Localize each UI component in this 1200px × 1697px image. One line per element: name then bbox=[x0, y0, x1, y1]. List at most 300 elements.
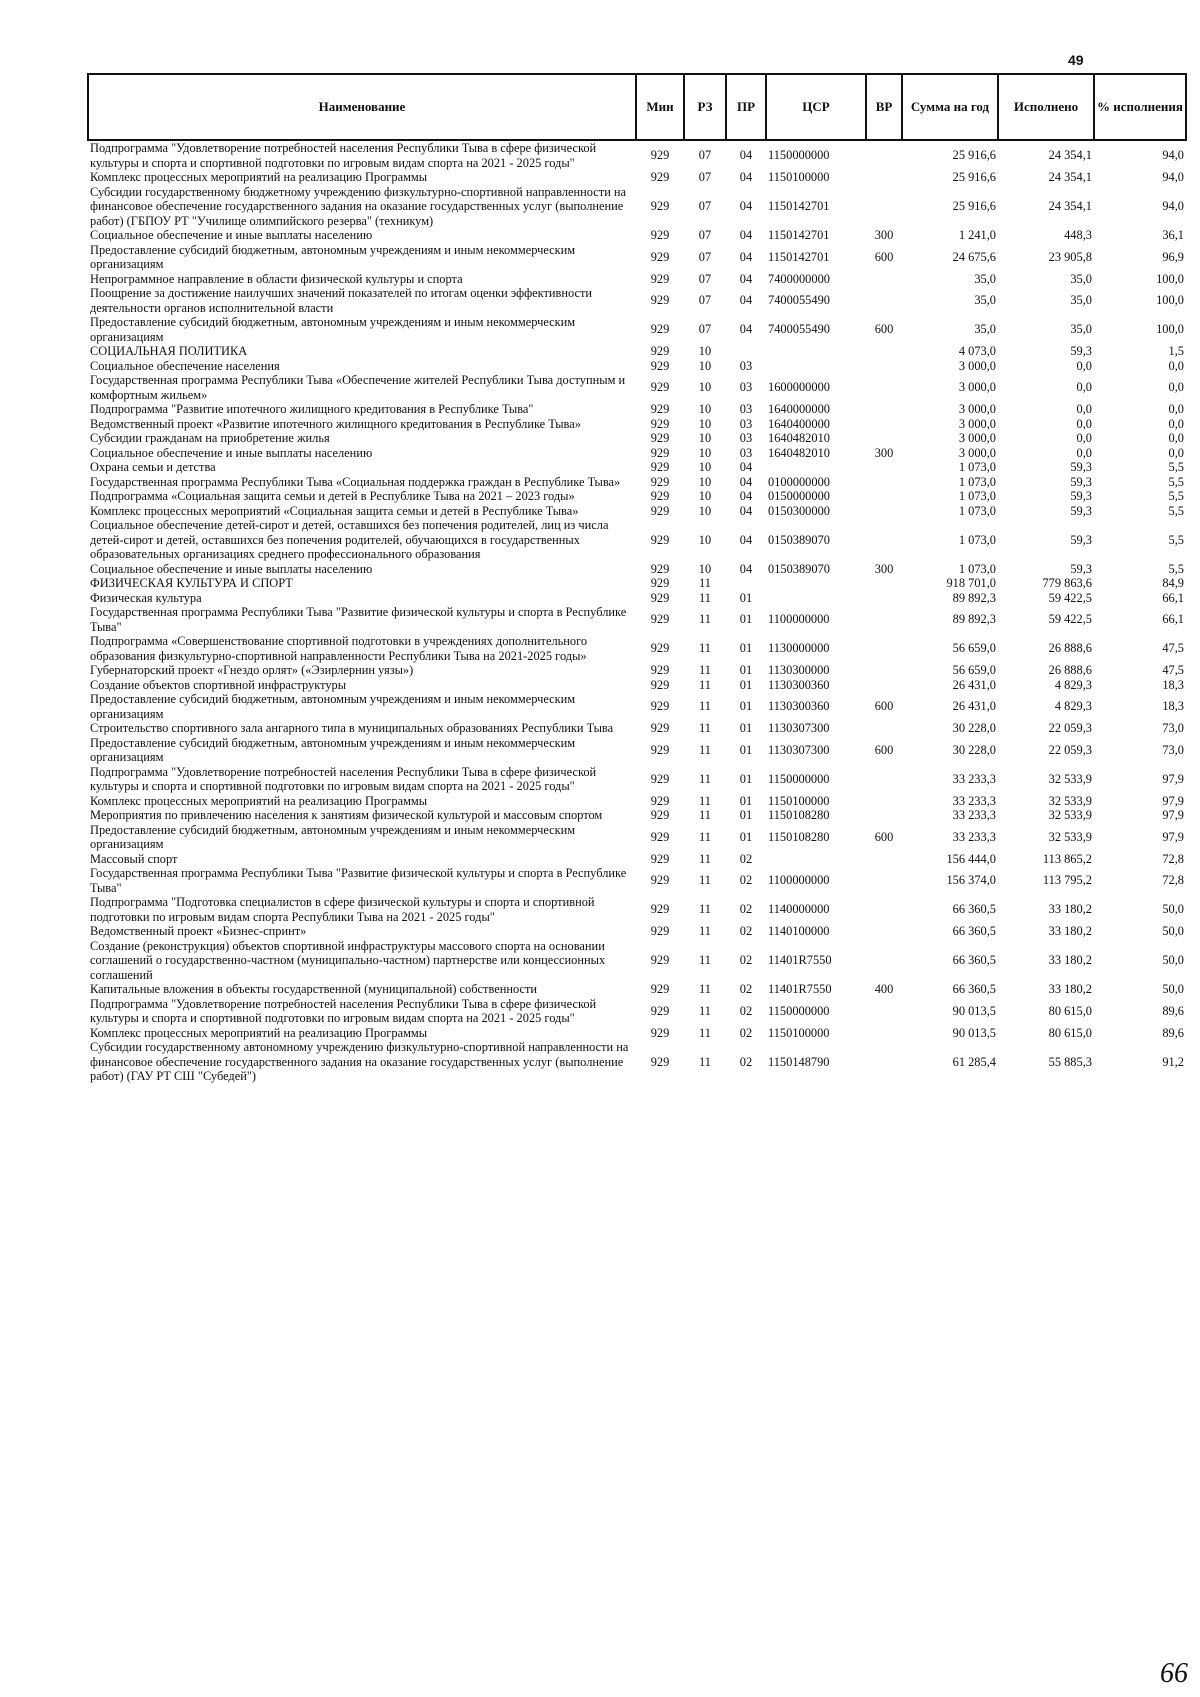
cell-min: 929 bbox=[650, 402, 670, 416]
cell-sum: 24 675,6 bbox=[952, 249, 996, 264]
table-row bbox=[88, 939, 1186, 983]
cell-name: Социальное обеспечение населения bbox=[90, 358, 280, 373]
cell-rz: 11 bbox=[699, 1003, 711, 1018]
cell-min: 929 bbox=[650, 641, 670, 656]
cell-pct: 18,3 bbox=[1162, 677, 1184, 692]
cell-vr bbox=[866, 605, 902, 634]
cell-sum: 1 073,0 bbox=[958, 561, 996, 576]
table-row bbox=[88, 344, 1186, 359]
cell-sum: 3 000,0 bbox=[958, 358, 996, 373]
cell-pr: 01 bbox=[739, 721, 753, 735]
cell-sum: 3 000,0 bbox=[958, 445, 996, 460]
cell-done: 59,3 bbox=[1070, 344, 1092, 358]
cell-min: 929 bbox=[650, 460, 670, 474]
cell-sum: 90 013,5 bbox=[952, 1003, 996, 1018]
cell-csr: 1640400000 bbox=[768, 416, 830, 431]
cell-sum: 156 444,0 bbox=[946, 851, 996, 866]
table-row bbox=[88, 170, 1186, 185]
cell-min: 929 bbox=[650, 431, 670, 445]
cell-pct: 5,5 bbox=[1168, 489, 1184, 503]
header-pct: % исполнения bbox=[1094, 74, 1186, 140]
cell-min: 929 bbox=[650, 170, 670, 184]
cell-rz: 10 bbox=[698, 489, 712, 503]
cell-rz: 10 bbox=[698, 503, 712, 518]
cell-sum: 33 233,3 bbox=[952, 808, 996, 822]
cell-name: Комплекс процессных мероприятий на реализацию Программы bbox=[90, 793, 428, 808]
cell-rz: 11 bbox=[699, 924, 711, 938]
cell-name: Охрана семьи и детства bbox=[90, 460, 216, 474]
cell-rz: 11 bbox=[699, 771, 711, 786]
cell-sum: 25 916,6 bbox=[952, 148, 996, 163]
cell-rz: 10 bbox=[698, 358, 712, 373]
cell-min: 929 bbox=[650, 271, 670, 286]
cell-vr bbox=[866, 924, 902, 939]
cell-done: 24 354,1 bbox=[1048, 199, 1092, 213]
cell-min: 929 bbox=[650, 1003, 670, 1018]
cell-pct: 1,5 bbox=[1168, 344, 1184, 358]
cell-done: 0,0 bbox=[1076, 358, 1092, 373]
cell-csr: 1150142701 bbox=[768, 199, 830, 213]
cell-pr: 01 bbox=[739, 612, 753, 627]
cell-csr: 1150100000 bbox=[768, 793, 830, 808]
cell-csr: 1150100000 bbox=[768, 1025, 830, 1040]
cell-name: Подпрограмма "Удовлетворение потребностей населения Республики Тыва в сфере физической культуры и спорта и спортивной подготовки по игровым видам спорта на 2021 - 2025 годы" bbox=[90, 141, 597, 170]
cell-done: 59,3 bbox=[1070, 532, 1092, 547]
cell-vr bbox=[866, 634, 902, 663]
cell-vr bbox=[866, 591, 902, 606]
cell-done: 32 533,9 bbox=[1048, 808, 1092, 822]
cell-min: 929 bbox=[650, 924, 670, 938]
cell-sum: 89 892,3 bbox=[952, 612, 996, 627]
cell-sum: 25 916,6 bbox=[952, 199, 996, 213]
cell-name: Подпрограмма "Развитие ипотечного жилищного кредитования в Республике Тыва" bbox=[90, 402, 534, 416]
cell-sum: 25 916,6 bbox=[952, 170, 996, 184]
cell-pct: 97,9 bbox=[1162, 808, 1184, 822]
cell-sum: 1 073,0 bbox=[958, 474, 996, 489]
cell-done: 779 863,6 bbox=[1042, 576, 1092, 590]
cell-done: 33 180,2 bbox=[1048, 902, 1092, 917]
table-row bbox=[88, 1026, 1186, 1041]
cell-rz: 07 bbox=[698, 228, 712, 242]
cell-done: 59,3 bbox=[1070, 489, 1092, 503]
header-pr: ПР bbox=[726, 74, 766, 140]
cell-pr: 04 bbox=[739, 322, 753, 337]
cell-pct: 36,1 bbox=[1162, 228, 1184, 242]
cell-vr: 300 bbox=[874, 561, 894, 576]
table-row bbox=[88, 721, 1186, 736]
cell-done: 59,3 bbox=[1070, 474, 1092, 489]
cell-csr: 1640482010 bbox=[768, 445, 830, 460]
cell-csr bbox=[766, 852, 866, 867]
cell-min: 929 bbox=[650, 953, 670, 967]
table-row bbox=[88, 895, 1186, 924]
cell-rz: 10 bbox=[698, 561, 712, 576]
cell-min: 929 bbox=[650, 474, 670, 489]
cell-rz: 11 bbox=[699, 742, 711, 757]
table-row bbox=[88, 460, 1186, 475]
cell-done: 55 885,3 bbox=[1048, 1054, 1092, 1069]
cell-pct: 97,9 bbox=[1162, 793, 1184, 808]
cell-rz: 10 bbox=[698, 416, 712, 431]
cell-vr bbox=[866, 504, 902, 519]
cell-rz: 10 bbox=[698, 402, 712, 416]
cell-min: 929 bbox=[650, 808, 670, 822]
cell-pr: 03 bbox=[739, 380, 753, 395]
cell-csr: 0150300000 bbox=[768, 503, 830, 518]
cell-pr: 03 bbox=[739, 445, 753, 460]
cell-sum: 33 233,3 bbox=[952, 829, 996, 844]
cell-pr: 01 bbox=[739, 771, 753, 786]
cell-min: 929 bbox=[650, 771, 670, 786]
cell-done: 26 888,6 bbox=[1048, 663, 1092, 677]
cell-name: СОЦИАЛЬНАЯ ПОЛИТИКА bbox=[90, 344, 248, 358]
cell-rz: 11 bbox=[699, 873, 711, 888]
cell-min: 929 bbox=[650, 344, 670, 358]
cell-vr bbox=[866, 852, 902, 867]
table-row bbox=[88, 634, 1186, 663]
cell-csr: 1130300000 bbox=[768, 663, 830, 677]
cell-rz: 11 bbox=[699, 663, 711, 677]
table-row bbox=[88, 852, 1186, 867]
cell-vr: 600 bbox=[874, 249, 894, 264]
cell-csr bbox=[766, 344, 866, 359]
cell-csr: 1640000000 bbox=[768, 402, 830, 416]
cell-sum: 35,0 bbox=[974, 271, 996, 286]
cell-name: Капитальные вложения в объекты государственной (муниципальной) собственности bbox=[90, 982, 538, 996]
cell-name: Создание объектов спортивной инфраструктуры bbox=[90, 677, 347, 692]
table-row bbox=[88, 286, 1186, 315]
table-row bbox=[88, 489, 1186, 504]
cell-min: 929 bbox=[650, 293, 670, 308]
cell-csr: 1150000000 bbox=[768, 148, 830, 163]
cell-name: Социальное обеспечение и иные выплаты населению bbox=[90, 228, 373, 242]
cell-rz: 11 bbox=[699, 641, 711, 656]
cell-name: Ведомственный проект «Бизнес-спринт» bbox=[90, 924, 307, 938]
cell-sum: 61 285,4 bbox=[952, 1054, 996, 1069]
cell-pr: 01 bbox=[739, 699, 753, 714]
cell-sum: 26 431,0 bbox=[952, 677, 996, 692]
table-body bbox=[88, 140, 1186, 1084]
cell-name: Государственная программа Республики Тыва "Развитие физической культуры и спорта в Республике Тыва" bbox=[90, 605, 627, 634]
cell-pr: 01 bbox=[739, 677, 753, 692]
cell-pct: 0,0 bbox=[1168, 445, 1184, 460]
cell-pr: 04 bbox=[739, 503, 753, 518]
cell-csr: 1150108280 bbox=[768, 829, 830, 844]
cell-csr: 1130300360 bbox=[768, 699, 830, 714]
cell-csr bbox=[766, 460, 866, 475]
cell-rz: 07 bbox=[698, 199, 712, 213]
cell-vr bbox=[866, 140, 902, 170]
cell-rz: 10 bbox=[698, 445, 712, 460]
cell-sum: 3 000,0 bbox=[958, 402, 996, 416]
table-row bbox=[88, 373, 1186, 402]
cell-rz: 07 bbox=[698, 148, 712, 163]
cell-min: 929 bbox=[650, 249, 670, 264]
cell-csr: 1150100000 bbox=[768, 170, 830, 184]
cell-min: 929 bbox=[650, 148, 670, 163]
cell-name: Губернаторский проект «Гнездо орлят» («Эзирлернин уязы») bbox=[90, 663, 414, 677]
cell-rz: 10 bbox=[698, 344, 712, 358]
table-row bbox=[88, 504, 1186, 519]
cell-csr: 1130300360 bbox=[768, 677, 830, 692]
cell-name: Подпрограмма «Социальная защита семьи и детей в Республике Тыва на 2021 – 2023 годы» bbox=[90, 489, 575, 503]
cell-rz: 11 bbox=[699, 953, 711, 967]
cell-sum: 30 228,0 bbox=[952, 742, 996, 757]
cell-done: 113 865,2 bbox=[1042, 851, 1092, 866]
cell-pct: 50,0 bbox=[1162, 924, 1184, 938]
cell-min: 929 bbox=[650, 1054, 670, 1069]
cell-pct: 94,0 bbox=[1162, 148, 1184, 163]
cell-done: 33 180,2 bbox=[1048, 982, 1092, 996]
cell-rz: 11 bbox=[699, 1054, 711, 1069]
cell-rz: 10 bbox=[698, 431, 712, 445]
cell-name: Предоставление субсидий бюджетным, автономным учреждениям и иным некоммерческим организациям bbox=[90, 692, 576, 721]
cell-min: 929 bbox=[650, 322, 670, 337]
table-row bbox=[88, 475, 1186, 490]
cell-pct: 94,0 bbox=[1162, 170, 1184, 184]
table-row bbox=[88, 402, 1186, 417]
cell-pct: 0,0 bbox=[1168, 416, 1184, 431]
cell-sum: 26 431,0 bbox=[952, 699, 996, 714]
cell-sum: 1 073,0 bbox=[958, 460, 996, 474]
cell-rz: 11 bbox=[699, 793, 711, 808]
cell-rz: 11 bbox=[699, 851, 711, 866]
cell-pr: 01 bbox=[739, 793, 753, 808]
cell-sum: 33 233,3 bbox=[952, 793, 996, 808]
cell-min: 929 bbox=[650, 416, 670, 431]
cell-csr: 1130307300 bbox=[768, 721, 830, 735]
cell-csr: 1600000000 bbox=[768, 380, 830, 395]
cell-csr bbox=[766, 359, 866, 374]
cell-pct: 100,0 bbox=[1156, 271, 1184, 286]
cell-csr: 1140000000 bbox=[768, 902, 830, 917]
cell-rz: 11 bbox=[699, 808, 711, 822]
header-vr: ВР bbox=[866, 74, 902, 140]
cell-pr: 02 bbox=[739, 953, 753, 967]
cell-sum: 1 073,0 bbox=[958, 503, 996, 518]
cell-vr bbox=[866, 895, 902, 924]
cell-sum: 35,0 bbox=[974, 322, 996, 337]
cell-pct: 94,0 bbox=[1162, 199, 1184, 213]
cell-vr bbox=[866, 460, 902, 475]
cell-done: 35,0 bbox=[1070, 293, 1092, 308]
cell-min: 929 bbox=[650, 829, 670, 844]
cell-pr: 02 bbox=[739, 1003, 753, 1018]
cell-vr: 600 bbox=[874, 699, 894, 714]
table-row bbox=[88, 982, 1186, 997]
cell-done: 33 180,2 bbox=[1048, 924, 1092, 938]
table-row bbox=[88, 359, 1186, 374]
cell-name: Массовый спорт bbox=[90, 851, 178, 866]
cell-pr: 04 bbox=[739, 293, 753, 308]
cell-csr: 1100000000 bbox=[768, 873, 830, 888]
cell-vr: 400 bbox=[874, 982, 894, 996]
cell-rz: 11 bbox=[699, 1025, 711, 1040]
cell-sum: 4 073,0 bbox=[958, 344, 996, 358]
cell-name: Субсидии государственному автономному учреждению физкультурно-спортивной направленности на финансовое обеспечение государственного задания на оказание государственных услуг (выполнение работ) (ГАУ РТ СШ "Субедей") bbox=[90, 1040, 629, 1083]
cell-done: 80 615,0 bbox=[1048, 1025, 1092, 1040]
table-row bbox=[88, 663, 1186, 678]
cell-done: 33 180,2 bbox=[1048, 953, 1092, 967]
cell-vr: 600 bbox=[874, 322, 894, 337]
table-row bbox=[88, 228, 1186, 243]
cell-csr: 1140100000 bbox=[768, 924, 830, 938]
table-row bbox=[88, 866, 1186, 895]
cell-vr bbox=[866, 286, 902, 315]
cell-name: Подпрограмма «Совершенствование спортивной подготовки в учреждениях дополнительного образования физкультурно-спортивной направленности Республики Тыва на 2021-2025 годы» bbox=[90, 634, 588, 663]
page-number: 49 bbox=[1068, 52, 1084, 68]
cell-done: 59,3 bbox=[1070, 503, 1092, 518]
cell-vr bbox=[866, 678, 902, 693]
cell-done: 0,0 bbox=[1076, 445, 1092, 460]
cell-pr: 04 bbox=[739, 532, 753, 547]
cell-done: 0,0 bbox=[1076, 402, 1092, 416]
cell-pr bbox=[726, 576, 766, 591]
cell-name: Предоставление субсидий бюджетным, автономным учреждениям и иным некоммерческим организациям bbox=[90, 315, 576, 344]
cell-min: 929 bbox=[650, 721, 670, 735]
cell-rz: 10 bbox=[698, 460, 712, 474]
table-row bbox=[88, 562, 1186, 577]
cell-done: 22 059,3 bbox=[1048, 742, 1092, 757]
cell-vr bbox=[866, 185, 902, 229]
cell-csr: 1130000000 bbox=[768, 641, 830, 656]
cell-name: Подпрограмма "Удовлетворение потребностей населения Республики Тыва в сфере физической культуры и спорта и спортивной подготовки по игровым видам спорта на 2021 - 2025 годы" bbox=[90, 764, 597, 793]
cell-sum: 33 233,3 bbox=[952, 771, 996, 786]
cell-pr: 02 bbox=[739, 924, 753, 938]
table-row bbox=[88, 243, 1186, 272]
cell-rz: 11 bbox=[699, 829, 711, 844]
cell-vr bbox=[866, 1040, 902, 1084]
cell-sum: 90 013,5 bbox=[952, 1025, 996, 1040]
cell-pr: 02 bbox=[739, 1054, 753, 1069]
cell-rz: 11 bbox=[699, 590, 711, 605]
cell-min: 929 bbox=[650, 851, 670, 866]
cell-pct: 5,5 bbox=[1168, 503, 1184, 518]
cell-done: 113 795,2 bbox=[1042, 873, 1092, 888]
cell-vr bbox=[866, 808, 902, 823]
cell-min: 929 bbox=[650, 902, 670, 917]
cell-pr: 02 bbox=[739, 982, 753, 996]
cell-done: 32 533,9 bbox=[1048, 829, 1092, 844]
cell-rz: 07 bbox=[698, 271, 712, 286]
cell-pct: 100,0 bbox=[1156, 322, 1184, 337]
cell-sum: 1 073,0 bbox=[958, 489, 996, 503]
cell-csr: 7400055490 bbox=[768, 322, 830, 337]
cell-pr: 03 bbox=[739, 416, 753, 431]
cell-vr bbox=[866, 663, 902, 678]
cell-done: 35,0 bbox=[1070, 271, 1092, 286]
cell-name: Подпрограмма "Удовлетворение потребностей населения Республики Тыва в сфере физической культуры и спорта и спортивной подготовки по игровым видам спорта на 2021 - 2025 годы" bbox=[90, 996, 597, 1025]
cell-rz: 11 bbox=[699, 677, 711, 692]
cell-sum: 66 360,5 bbox=[952, 953, 996, 967]
cell-pr: 04 bbox=[739, 249, 753, 264]
cell-name: Строительство спортивного зала ангарного типа в муниципальных образованиях Республики Тыва bbox=[90, 721, 614, 735]
cell-vr bbox=[866, 939, 902, 983]
table-row bbox=[88, 315, 1186, 344]
cell-vr bbox=[866, 373, 902, 402]
cell-csr: 1640482010 bbox=[768, 431, 830, 445]
cell-vr: 600 bbox=[874, 829, 894, 844]
cell-name: Создание (реконструкция) объектов спортивной инфраструктуры массового спорта на основании соглашений о государственно-частном (муниципально-частном) партнерстве или концессионных соглашений bbox=[90, 938, 606, 982]
cell-sum: 66 360,5 bbox=[952, 982, 996, 996]
table-row bbox=[88, 431, 1186, 446]
cell-name: Ведомственный проект «Развитие ипотечного жилищного кредитования в Республике Тыва» bbox=[90, 416, 581, 431]
cell-rz: 11 bbox=[699, 902, 711, 917]
cell-pr: 04 bbox=[739, 489, 753, 503]
cell-min: 929 bbox=[650, 576, 670, 590]
cell-vr: 300 bbox=[874, 228, 894, 242]
cell-done: 32 533,9 bbox=[1048, 771, 1092, 786]
cell-sum: 66 360,5 bbox=[952, 924, 996, 938]
table-row bbox=[88, 272, 1186, 287]
cell-pr: 01 bbox=[739, 663, 753, 677]
cell-sum: 156 374,0 bbox=[946, 873, 996, 888]
cell-csr bbox=[766, 576, 866, 591]
cell-min: 929 bbox=[650, 1025, 670, 1040]
cell-csr: 1150148790 bbox=[768, 1054, 830, 1069]
table-row bbox=[88, 924, 1186, 939]
cell-done: 23 905,8 bbox=[1048, 249, 1092, 264]
cell-done: 59 422,5 bbox=[1048, 612, 1092, 627]
cell-csr: 1150108280 bbox=[768, 808, 830, 822]
cell-name: Субсидии государственному бюджетному учреждению физкультурно-спортивной направленности на финансовое обеспечение государственного задания на оказание государственных услуг (выполнение работ) (ГБПОУ РТ "Училище олимпийского резерва" (техникум) bbox=[90, 184, 627, 228]
cell-rz: 10 bbox=[698, 380, 712, 395]
cell-name: Физическая культура bbox=[90, 590, 202, 605]
cell-pct: 0,0 bbox=[1168, 358, 1184, 373]
cell-csr: 0150000000 bbox=[768, 489, 830, 503]
cell-min: 929 bbox=[650, 699, 670, 714]
cell-done: 22 059,3 bbox=[1048, 721, 1092, 735]
cell-done: 35,0 bbox=[1070, 322, 1092, 337]
cell-pr: 01 bbox=[739, 742, 753, 757]
cell-pr: 02 bbox=[739, 1025, 753, 1040]
cell-min: 929 bbox=[650, 445, 670, 460]
cell-vr bbox=[866, 866, 902, 895]
cell-csr: 1150142701 bbox=[768, 228, 830, 242]
cell-name: ФИЗИЧЕСКАЯ КУЛЬТУРА И СПОРТ bbox=[90, 576, 293, 590]
budget-table bbox=[87, 73, 1187, 1084]
cell-csr: 0100000000 bbox=[768, 474, 830, 489]
cell-sum: 30 228,0 bbox=[952, 721, 996, 735]
cell-csr: 1100000000 bbox=[768, 612, 830, 627]
table-header bbox=[88, 74, 1186, 140]
cell-csr bbox=[766, 591, 866, 606]
cell-name: Комплекс процессных мероприятий на реализацию Программы bbox=[90, 1025, 428, 1040]
cell-name: Комплекс процессных мероприятий «Социальная защита семьи и детей в Республике Тыва» bbox=[90, 503, 579, 518]
cell-pr: 01 bbox=[739, 808, 753, 822]
header-csr: ЦСР bbox=[766, 74, 866, 140]
cell-pr: 04 bbox=[739, 271, 753, 286]
cell-pct: 100,0 bbox=[1156, 293, 1184, 308]
cell-rz: 11 bbox=[699, 699, 711, 714]
table-row bbox=[88, 678, 1186, 693]
cell-pct: 0,0 bbox=[1168, 380, 1184, 395]
table-row bbox=[88, 605, 1186, 634]
cell-sum: 66 360,5 bbox=[952, 902, 996, 917]
cell-done: 24 354,1 bbox=[1048, 170, 1092, 184]
cell-min: 929 bbox=[650, 612, 670, 627]
cell-done: 59 422,5 bbox=[1048, 590, 1092, 605]
cell-vr bbox=[866, 721, 902, 736]
cell-sum: 56 659,0 bbox=[952, 641, 996, 656]
cell-rz: 11 bbox=[699, 982, 711, 996]
cell-pct: 66,1 bbox=[1162, 612, 1184, 627]
cell-name: Социальное обеспечение и иные выплаты населению bbox=[90, 445, 373, 460]
cell-pct: 50,0 bbox=[1162, 953, 1184, 967]
table-row bbox=[88, 576, 1186, 591]
cell-vr bbox=[866, 765, 902, 794]
cell-pct: 0,0 bbox=[1168, 431, 1184, 445]
